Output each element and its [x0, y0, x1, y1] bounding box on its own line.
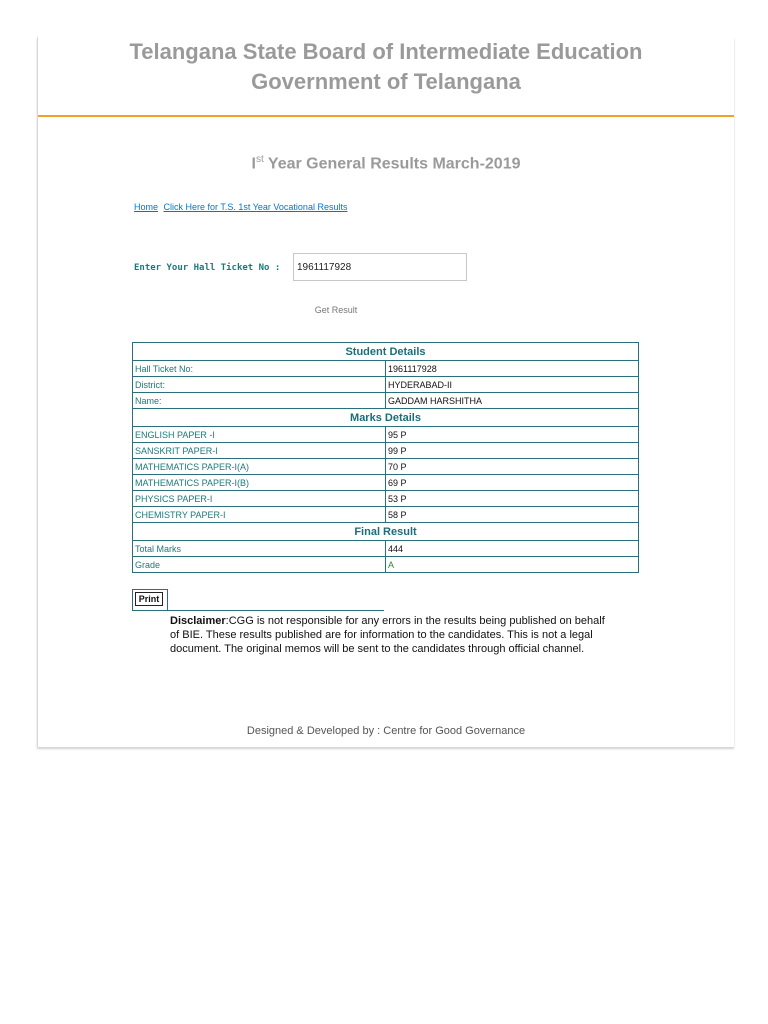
heading-text: Year General Results March-2019	[263, 155, 521, 173]
hall-ticket-value-cell: 1961117928	[386, 361, 639, 377]
disclaimer-body: :CGG is not responsible for any errors in the results being published on behalf of BIE. These results published are for information to the candidates. This is not a legal document. The original memos will be sent to the candidates through official channel.	[170, 615, 605, 655]
table-row	[133, 393, 639, 409]
hall-ticket-label: Enter Your Hall Ticket No :	[134, 263, 281, 273]
subject-cell: MATHEMATICS PAPER-I(B)	[133, 475, 386, 491]
mark-cell: 58 P	[386, 507, 639, 523]
table-row	[133, 475, 639, 491]
disclaimer-label: Disclaimer	[170, 615, 226, 627]
hall-ticket-label-cell: Hall Ticket No:	[133, 361, 386, 377]
grade-label-cell: Grade	[133, 557, 386, 573]
nav-links	[134, 202, 350, 212]
subject-cell: MATHEMATICS PAPER-I(A)	[133, 459, 386, 475]
section-header-row	[133, 409, 639, 427]
mark-cell: 99 P	[386, 443, 639, 459]
table-row	[133, 491, 639, 507]
print-divider	[168, 610, 384, 611]
heading-superscript: st	[255, 154, 264, 165]
mark-cell: 53 P	[386, 491, 639, 507]
results-page	[37, 37, 734, 747]
hall-ticket-input[interactable]	[293, 253, 467, 281]
mark-cell: 70 P	[386, 459, 639, 475]
section-header-row	[133, 343, 639, 361]
table-row	[133, 507, 639, 523]
print-button-frame	[132, 589, 168, 611]
total-marks-label-cell: Total Marks	[133, 541, 386, 557]
mark-cell: 95 P	[386, 427, 639, 443]
final-result-heading: Final Result	[133, 523, 639, 541]
get-result-button[interactable]: Get Result	[300, 305, 372, 315]
name-value-cell: GADDAM HARSHITHA	[386, 393, 639, 409]
mark-cell: 69 P	[386, 475, 639, 491]
heading-prefix: I	[251, 155, 256, 173]
total-marks-value-cell: 444	[386, 541, 639, 557]
home-link[interactable]: Home	[134, 202, 159, 212]
student-details-heading: Student Details	[133, 343, 639, 361]
table-row	[133, 541, 639, 557]
header-divider	[38, 115, 734, 117]
subject-cell: PHYSICS PAPER-I	[133, 491, 386, 507]
table-row	[133, 361, 639, 377]
vocational-results-link[interactable]: Click Here for T.S. 1st Year Vocational Results	[163, 202, 348, 212]
marks-details-heading: Marks Details	[133, 409, 639, 427]
district-label-cell: District:	[133, 377, 386, 393]
grade-value-cell: A	[386, 557, 639, 573]
district-value-cell: HYDERABAD-II	[386, 377, 639, 393]
name-label-cell: Name:	[133, 393, 386, 409]
disclaimer-text	[170, 614, 610, 656]
table-row	[133, 427, 639, 443]
print-button[interactable]: Print	[135, 592, 163, 606]
government-title: Government of Telangana	[251, 69, 521, 94]
subject-cell: ENGLISH PAPER -I	[133, 427, 386, 443]
section-header-row	[133, 523, 639, 541]
table-row	[133, 459, 639, 475]
board-title: Telangana State Board of Intermediate Education	[129, 39, 643, 64]
table-row	[133, 443, 639, 459]
results-heading	[38, 149, 734, 175]
table-row	[133, 557, 639, 573]
subject-cell: SANSKRIT PAPER-I	[133, 443, 386, 459]
footer-credit: Designed & Developed by : Centre for Good Governance	[246, 725, 526, 737]
results-table	[132, 342, 639, 573]
subject-cell: CHEMISTRY PAPER-I	[133, 507, 386, 523]
page-header	[38, 37, 734, 97]
table-row	[133, 377, 639, 393]
